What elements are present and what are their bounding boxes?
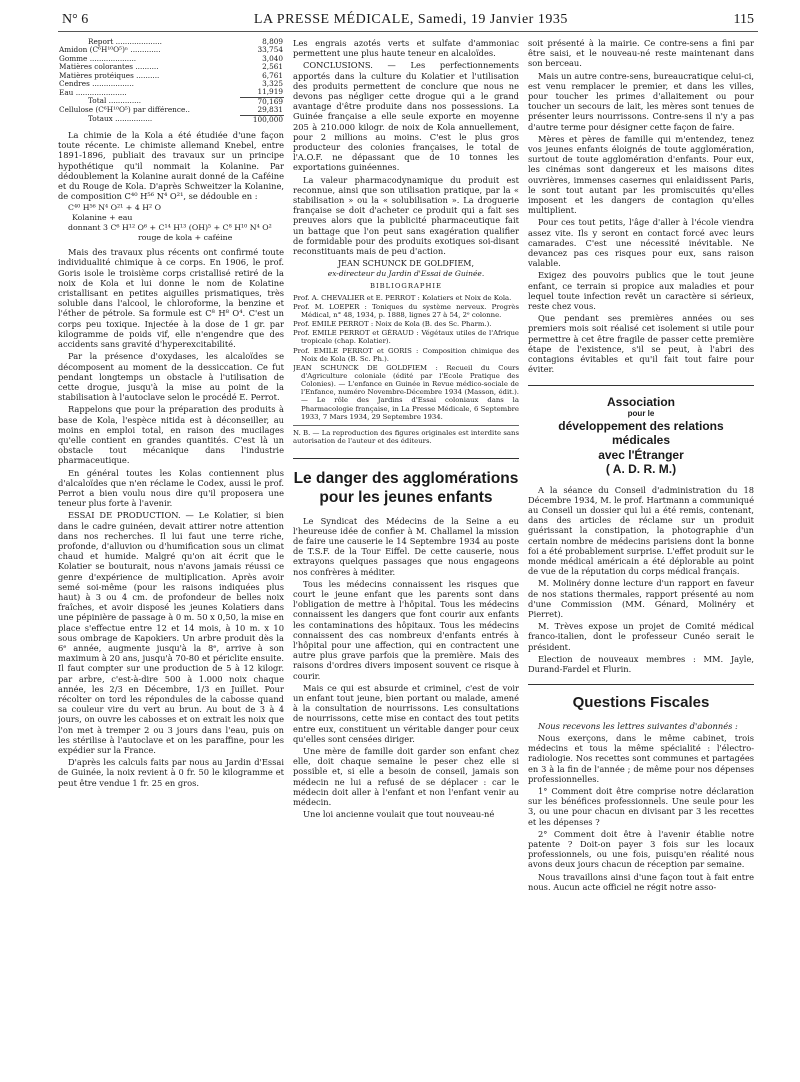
fiscal-heading: Questions Fiscales <box>528 684 754 712</box>
paragraph: M. Molinéry donne lecture d'un rapport en faveur de nos stations thermales, rapport présenté au nom d'une Commission (MM. Génard, Molinéry et Pierret). <box>528 578 754 620</box>
paragraph: Une loi ancienne voulait que tout nouveau-né <box>303 809 495 820</box>
paragraph: Mais des travaux plus récents ont confirmé toute individualité chimique à ce corps. En 1906, le prof. Goris isole le troisième corps cristallisé retiré de la noix de Kola et lui donne le nom de Kolatine cristallisant en petites aiguilles prismatiques, très soluble dans l'alcool, le chloroforme, la benzine et l'éther de pétrole. Sa formule est C⁸ H⁸ O⁴. C'est un corps peu toxique. Injectée à la dose de 1 gr. par kilogramme de poids vif, elle n'engendre que des accidents sans gravité d'hyperexcitabilité. <box>58 247 284 350</box>
column-3 <box>528 38 754 1078</box>
column-2 <box>293 38 519 1078</box>
bibliography-title: BIBLIOGRAPHIE <box>369 282 443 291</box>
paragraph: ESSAI DE PRODUCTION. — Le Kolatier, si bien dans le cadre guinéen, devait attirer notre attention dans nos recherches. Il lui faut une terre riche, profonde, d'alluvion ou d'humification sous un climat chaud et humide. Malgré qu'on ait écrit que le Kolatier se bouturait, nous n'avons jamais réussi ce genre d'expérience de multiplication. Après avoir semé soi-même (pour les raisons indiquées plus haut) à 3 ou 4 cm. de profondeur de belles noix fraîches, et avoir disposé les jeunes Kolatiers dans une pépinière de passage à 0 m. 50 x 0,50, la mise en place s'effectue entre 12 et 14 mois, à 10 m. x 10 sous ombrage de Kapokiers. Un arbre produit dès la 6ᵉ année, augmente jusqu'à la 8ᵉ, arrive à son maximum à 20 ans, jusqu'à 70-80 et périclite ensuite. Il faut compter sur une production de 5 à 12 kilogr. par arbre, c'est-à-dire 500 à 1.000 noix chaque année, les 2/3 en Décembre, 1/3 en Juillet. Pour récolter on tord les répondules de la cabosse quand sa couleur vire du vert au brun. Au bout de 3 à 4 jours, on ouvre les cabosses et on extrait les noix que l'on met à tremper 2 ou 3 jours dans l'eau, puis on les stérilise à l'autoclave et on les paraffine, pour les expédier sur la France. <box>58 510 284 756</box>
journal-title: LA PRESSE MÉDICALE, Samedi, 19 Janvier 1935 <box>253 12 568 27</box>
row-value: 11,919 <box>257 87 283 97</box>
composition-table <box>58 38 284 124</box>
paragraph: Mais ce qui est absurde et criminel, c'est de voir un enfant tout jeune, bien portant ou malade, amené à la consultation de nourrissons. Les consultations de nourrissons, cette mise en contact des tout petits entre eux, constituent un véritable danger pour ceux qu'elles sont censées diriger. <box>293 682 519 744</box>
masthead <box>58 12 758 32</box>
row-label: Matières protéiques .......... <box>59 70 160 80</box>
paragraph: Tous les médecins connaissent les risques que court le jeune enfant que les parents sont dans l'obligation de mettre à l'hôpital. Tous les médecins connaissent les dangers que font courir aux enfants les contaminations des hôpitaux. Tous les médecins connaissent des cas nombreux d'enfants entrés à l'hôpital pour une affection, qui en contractent une autre plus grave parfois que la première. Mais des raisons d'ordres divers imposent souvent ce risque à courir. <box>293 578 519 681</box>
biblio-entry: Prof. EMILE PERROT : Noix de Kola (B. des Sc. Pharm.). <box>293 320 492 329</box>
paragraph: Nous exerçons, dans le même cabinet, trois médecins et tous la même spécialité : l'électro-radiologie. Nos recettes sont communes et partagées en 3 à la fin de l'année ; de même pour nos dépenses professionnelles. <box>528 732 754 784</box>
paragraph: Pour ces tout petits, l'âge d'aller à l'école viendra assez vite. Ils y seront en contact forcé avec leurs camarades. C'est une nécessité inévitable. Ne devancez pas ces risques pour eux, sans raison valable. <box>528 217 754 269</box>
paragraph: Mères et pères de famille qui m'entendez, tenez vos jeunes enfants éloignés de toute agglomération, surtout de toute agglomération d'enfants. Pour eux, les cinémas sont dangereux et les maisons dites ouvrières, immenses casernes qui enlaidissent Paris, le sont tout autant par les promiscuités qu'elles imposent et les dangers de contagion qu'elles multiplient. <box>528 133 754 216</box>
row-value: 3,325 <box>262 78 283 88</box>
paragraph: soit présenté à la mairie. Ce contre-sens a fini par être saisi, et le nouveau-né reste maintenant dans son berceau. <box>528 38 754 69</box>
chemical-formula: C⁴⁰ H⁵⁶ N⁴ O²¹ + 4 H² O Kolanine + eau donnant 3 C⁶ H¹² O⁶ + C¹⁴ H¹³ (OH)⁵ + C⁸ H¹⁰ N⁴ O² rouge de kola + caféine <box>68 203 272 242</box>
paragraph: A la séance du Conseil d'administration du 18 Décembre 1934, M. le prof. Hartmann a communiqué au Conseil un dossier qui lui a été remis, contenant, dans des articles de réclame sur un produit guérissant la constipation, la photographie d'un certain nombre de médecins parisiens dont la bonne foi a été probablement surprise. L'effet produit sur le monde médical américain a été déplorable au point de vue de la réputation du corps médical français. <box>528 484 754 577</box>
biblio-entry: Prof. EMILE PERROT et GÉRAUD : Végétaux utiles de l'Afrique tropicale (chap. Kolatier). <box>293 329 519 346</box>
paragraph: Une mère de famille doit garder son enfant chez elle, doit chaque semaine le peser chez elle si possible et, si elle a besoin de conseil, jamais son médecin ne lui a refusé de se déplacer : car le médecin doit aller à l'enfant et non l'enfant venir au médecin. <box>293 745 519 807</box>
biblio-entry: Prof. A. CHEVALIER et E. PERROT : Kolatiers et Noix de Kola. <box>293 293 512 302</box>
author-signature: JEAN SCHUNCK DE GOLDFIEM, <box>337 259 475 269</box>
table-row <box>58 115 284 124</box>
row-value: 2,561 <box>262 62 283 72</box>
paragraph: Nous recevons les lettres suivantes d'abonnés : <box>538 720 738 731</box>
paragraph: Le Syndicat des Médecins de la Seine a eu l'heureuse idée de confier à M. Challamel la mission de faire une causerie le 14 Septembre 1934 au poste de T.S.F. de la Tour Eiffel. De cette causerie, nous extrayons quelques passages que nous engageons nos confrères à méditer. <box>293 515 519 577</box>
row-label: Matières colorantes .......... <box>59 62 159 72</box>
row-value: 29,831 <box>257 105 283 115</box>
paragraph: 1° Comment doit être comprise notre déclaration sur les bénéfices professionnels. Une seule pour les 3, ou une pour chacun en divisant par 3 les recettes et les dépenses ? <box>528 785 754 827</box>
row-value: 100,000 <box>240 115 284 124</box>
row-value: 8,809 <box>262 38 283 46</box>
row-value: 70,169 <box>240 97 284 106</box>
row-label: Report .................... <box>88 38 163 46</box>
paragraph: La valeur pharmacodynamique du produit est reconnue, ainsi que son utilisation pratique, par la « stabilisation » ou la « solubilisation ». La droguerie française se doit d'acheter ce produit qui a fait ses preuves alors que la publicité pharmaceutique fait un battage que l'on peut sans exagération qualifier de formidable pour des produits exotiques soi-disant reconstituants mais de peu d'action. <box>293 174 519 257</box>
column-1 <box>58 38 284 1078</box>
row-label: Amidon (C⁶H¹⁰O⁵)ⁿ ............. <box>59 45 161 55</box>
row-label: Gomme .................... <box>59 53 137 63</box>
issue-number: N° 6 <box>62 12 89 27</box>
paragraph: Nous travaillons ainsi d'une façon tout à fait entre nous. Aucun acte officiel ne régit notre asso- <box>528 871 754 892</box>
biblio-entry: JEAN SCHUNCK DE GOLDFIEM : Recueil du Cours d'Agriculture coloniale (édité par l'Ecole Pratique des Colonies). — L'enfance en Guinée in Revue médico-sociale de l'Enfance, numéro Novembre-Décembre 1934 (Masson, édit.). — Le rôle des Jardins d'Essai coloniaux dans la Pharmacologie française, in La Presse Médicale, 6 Septembre 1933, 7 Mars 1934, 29 Septembre 1934. <box>293 363 519 421</box>
row-value: 6,761 <box>262 70 283 80</box>
paragraph: En général toutes les Kolas contiennent plus d'alcaloïdes que n'en réclame le Codex, aussi le prof. Perrot a bien voulu nous dire qu'il proposera une teneur plus forte à l'avenir. <box>58 467 284 509</box>
biblio-entry: Prof. EMILE PERROT et GORIS : Composition chimique des Noix de Kola (B. Sc. Ph.). <box>293 346 519 363</box>
association-heading: Association pour le développement des relations médicales avec l'Étranger ( A. D. R. M.) <box>528 385 754 477</box>
article-heading: Le danger des agglomérations pour les jeunes enfants <box>293 458 519 508</box>
paragraph: Exigez des pouvoirs publics que le tout jeune enfant, ce terrain si propice aux maladies et pour lequel toute infection revêt un caractère si sérieux, reste chez vous. <box>528 270 754 312</box>
row-label: Total .............. <box>88 96 142 106</box>
paragraph: CONCLUSIONS. — Les perfectionnements apportés dans la culture du Kolatier et l'utilisation des produits permettent de conclure que nous ne devons pas négliger cette drogue qui a le grand avantage d'être produite dans nos possessions. La Guinée française a elle seule exporte en moyenne 205 à 210.000 kilogr. de noix de Kola annuellement, pour 2 millions au moins. C'est le plus gros producteur des colonies françaises, le total de l'A.O.F. ne dépassant que de 10 tonnes les exportations guinéennes. <box>293 60 519 173</box>
row-label: Totaux ................ <box>88 114 153 124</box>
paragraph: D'après les calculs faits par nous au Jardin d'Essai de Guinée, la noix revient à 0 fr. 50 le kilogramme et peut être vendue 1 fr. 25 en gros. <box>58 757 284 788</box>
paragraph: Les engrais azotés verts et sulfate d'ammoniac permettent une plus haute teneur en alcaloïdes. <box>293 38 519 59</box>
paragraph: Par la présence d'oxydases, les alcaloïdes se décomposent au moment de la dessiccation. Ce fut pendant longtemps un obstacle à l'utilisation de cette drogue, jusqu'à la mise au point de la stabilisation à l'autoclave selon le procédé E. Perrot. <box>58 351 284 403</box>
reproduction-note: N. B. — La reproduction des figures originales est interdite sans autorisation de l'auteur et des éditeurs. <box>293 425 519 446</box>
paragraph: Que pendant ses premières années ou ses premiers mois soit réalisé cet isolement si utile pour permettre à cet être fragile de passer cette première étape de l'existence, s'il se peut, à l'abri des contagions évitables et qu'il fait tout faire pour éviter. <box>528 313 754 375</box>
paragraph: Election de nouveaux membres : MM. Jayle, Durand-Fardel et Flurin. <box>528 653 754 675</box>
page-number: 115 <box>733 12 754 27</box>
row-value: 3,040 <box>262 53 283 63</box>
row-label: Cellulose (C⁶H¹⁰O⁵) par différence.. <box>59 105 190 115</box>
paragraph: La chimie de la Kola a été étudiée d'une façon toute récente. Le chimiste allemand Knebel, entre 1891-1896, publiait des travaux sur un principe hypothétique qu'il nommait la Kolanine. Par dédoublement la Kolanine aurait donné de la Caféine et du Rouge de Kola. D'après Schweitzer la Kolanine, de composition C⁴⁰ H⁵⁶ N⁴ O²¹, se dédouble en : <box>58 129 284 202</box>
paragraph: 2° Comment doit être à l'avenir établie notre patente ? Doit-on payer 3 fois sur les locaux professionnels, ou une fois, puisqu'en réalité nous avons deux jours chacun de réception par semaine. <box>528 828 754 870</box>
biblio-entry: Prof. M. LOEPER : Toniques du système nerveux. Progrès Médical, n° 48, 1934, p. 1888, lignes 27 à 54, 2ᵉ colonne. <box>293 302 519 319</box>
row-label: Cendres .................. <box>59 78 134 88</box>
paragraph: Rappelons que pour la préparation des produits à base de Kola, l'espèce nitida est à déconseiller, au moins en emploi total, en raison des mucilages qu'elle contient en grandes quantités. C'est là un obstacle tout mécanique dans l'industrie pharmaceutique. <box>58 404 284 466</box>
paragraph: M. Trèves expose un projet de Comité médical franco-italien, dont le professeur Cunéo serait le président. <box>528 621 754 652</box>
row-value: 33,754 <box>257 45 283 55</box>
author-role: ex-directeur du Jardin d'Essai de Guinée. <box>327 269 485 279</box>
row-label: Eau ...................... <box>59 87 127 97</box>
paragraph: Mais un autre contre-sens, bureaucratique celui-ci, est venu remplacer le premier, et dans les villes, pour toucher les primes d'allaitement ou pour toucher un secours de lait, les mères sont tenues de présenter leurs nourrissons. Contre-sens il n'y a pas d'autre terme pour désigner cette façon de faire. <box>528 70 754 132</box>
bibliography <box>293 294 519 421</box>
